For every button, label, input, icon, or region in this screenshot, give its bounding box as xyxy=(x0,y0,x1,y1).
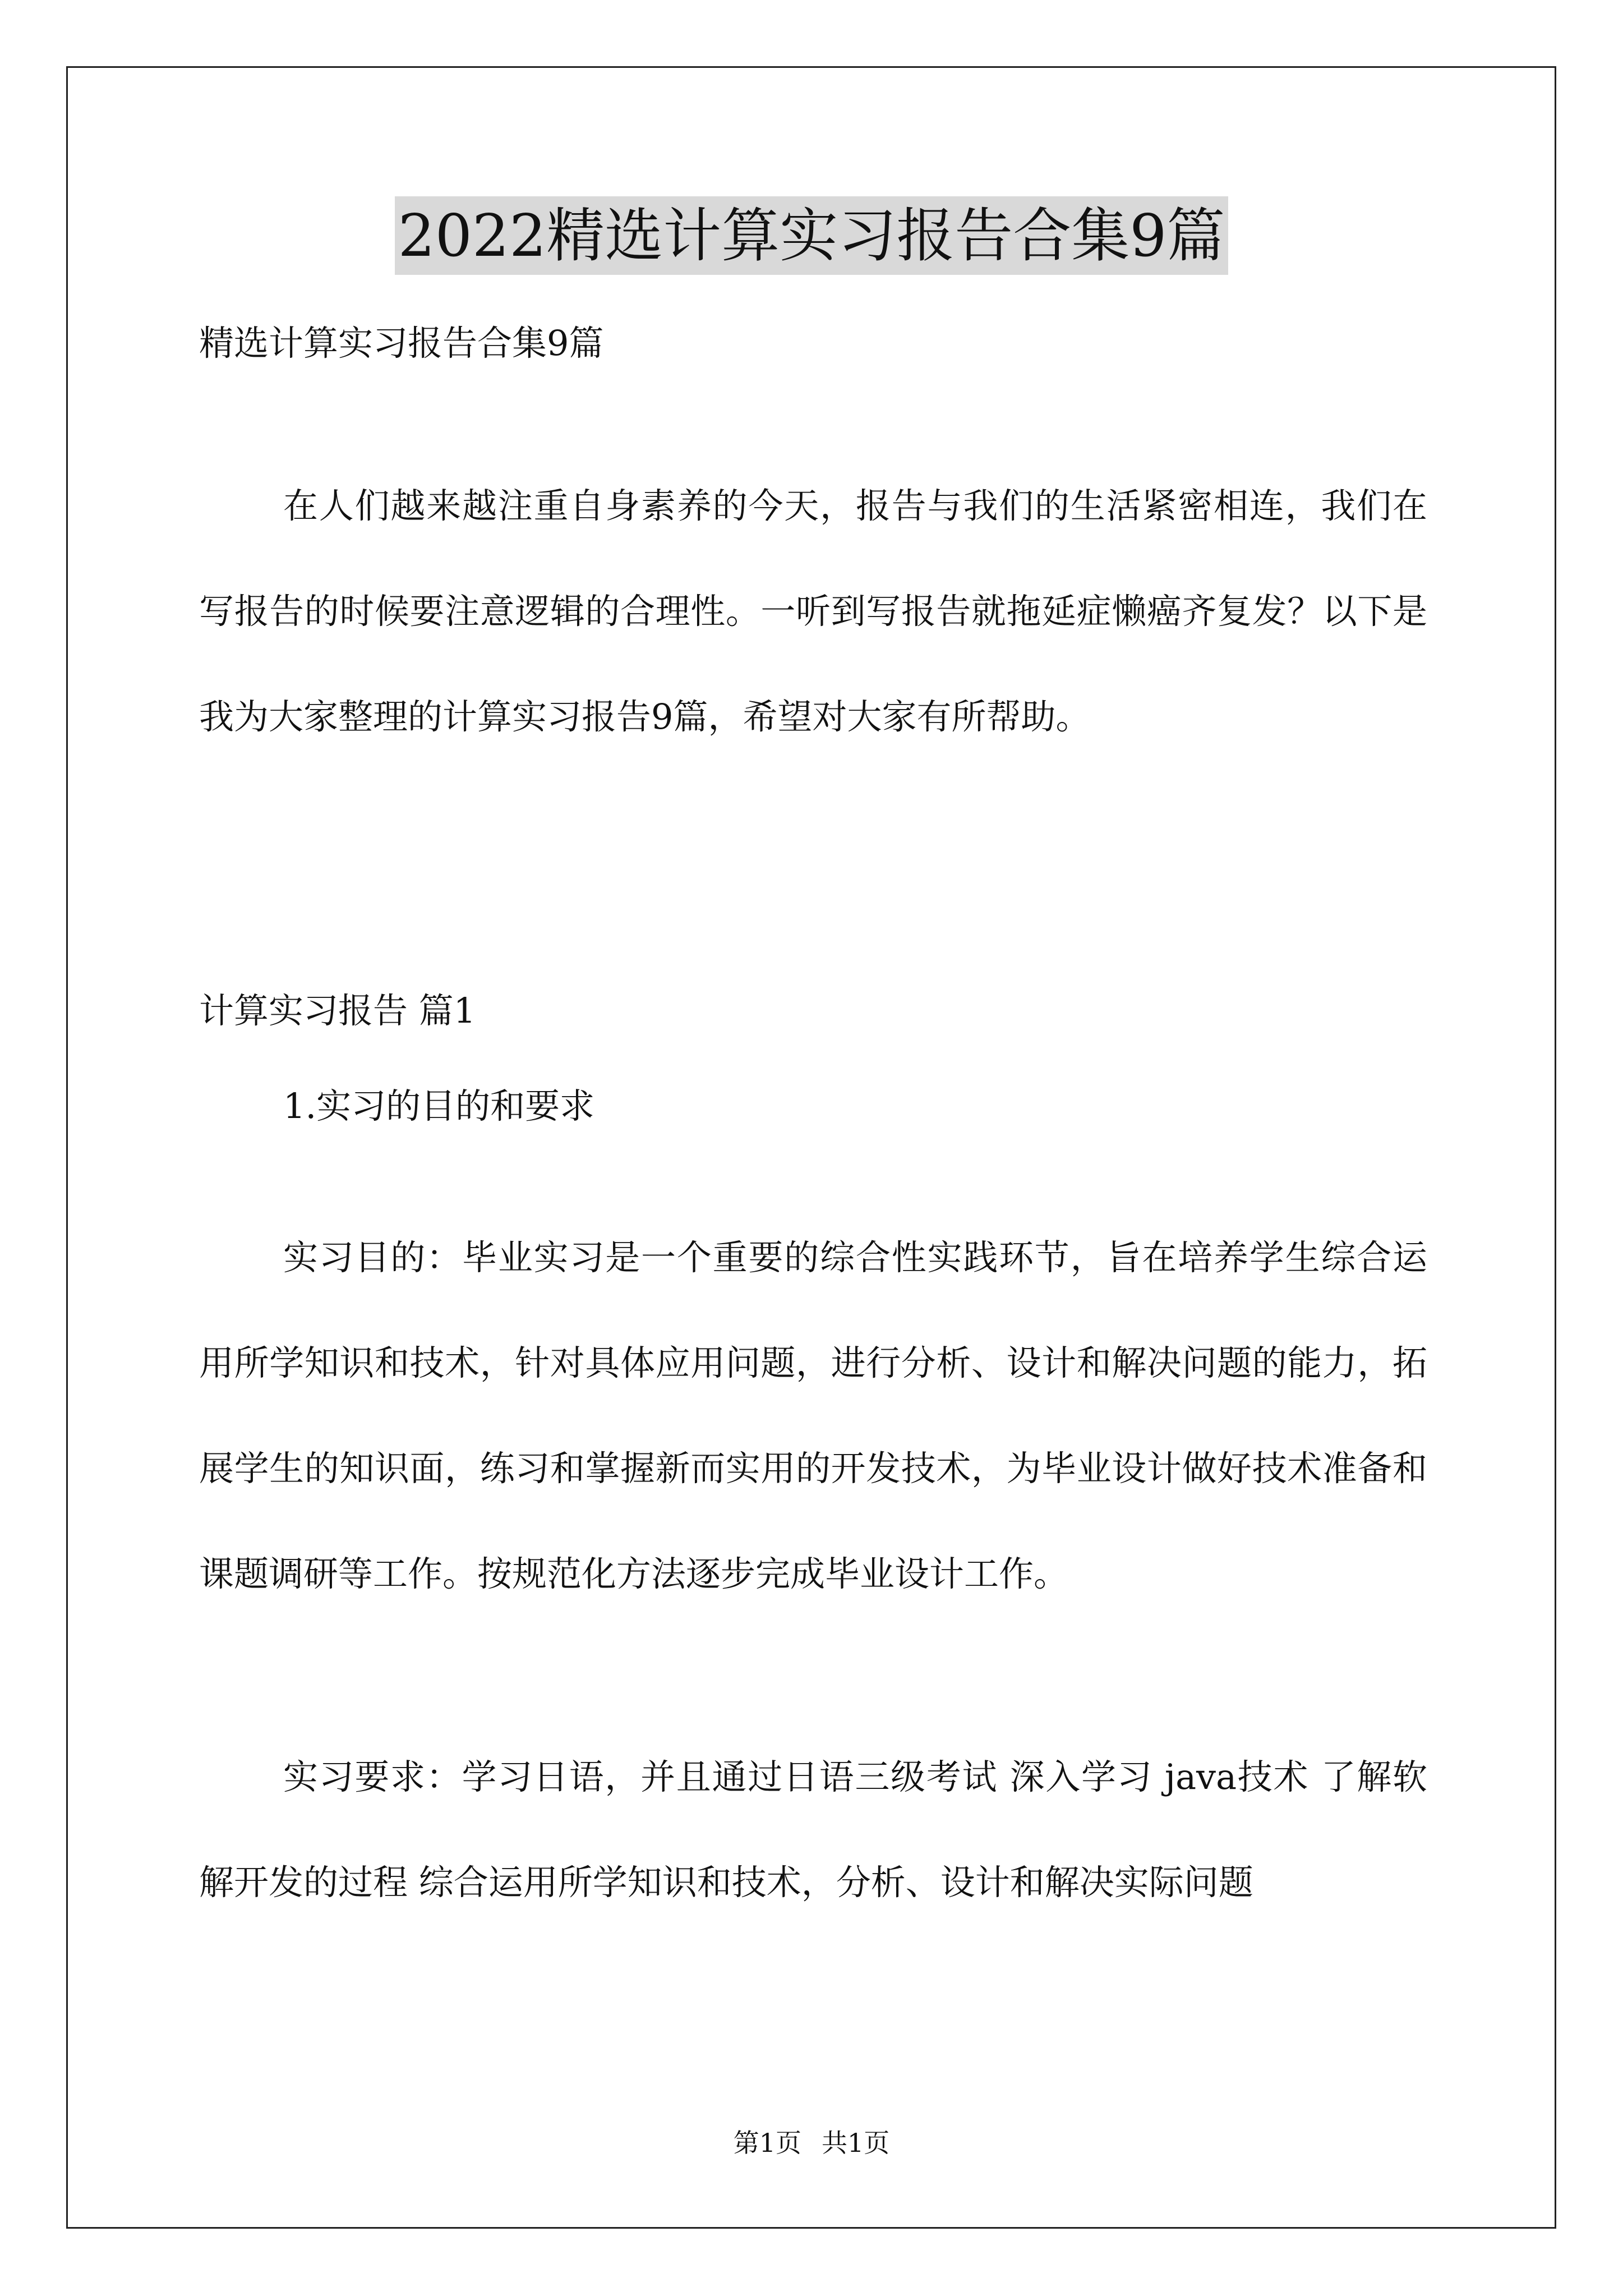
subtitle-text: 精选计算实习报告合集9篇 xyxy=(199,323,604,364)
requirements-paragraph xyxy=(199,1724,1427,1935)
item-heading-text: 1.实习的目的和要求 xyxy=(283,1085,595,1126)
purpose-paragraph xyxy=(199,1205,1427,1627)
item-heading xyxy=(199,1078,1427,1134)
subtitle xyxy=(199,315,1427,371)
section-heading-text: 计算实习报告 篇1 xyxy=(199,990,476,1031)
page-number: 第1页 xyxy=(733,2128,801,2158)
section-heading xyxy=(199,983,1427,1039)
requirements-text: 实习要求：学习日语，并且通过日语三级考试 深入学习 java技术 了解软解开发的过程 综合运用所学知识和技术，分析、设计和解决实际问题 xyxy=(199,1756,1427,1903)
purpose-text: 实习目的：毕业实习是一个重要的综合性实践环节，旨在培养学生综合运用所学知识和技术，针对具体应用问题，进行分析、设计和解决问题的能力，拓展学生的知识面，练习和掌握新而实用的开发技术，为毕业设计做好技术准备和课题调研等工作。按规范化方法逐步完成毕业设计工作。 xyxy=(199,1237,1427,1594)
document-title: 2022精选计算实习报告合集9篇 xyxy=(395,196,1229,275)
intro-paragraph xyxy=(199,453,1427,770)
page-footer xyxy=(0,2126,1623,2160)
title-container xyxy=(0,196,1623,275)
page-total: 共1页 xyxy=(822,2128,890,2158)
intro-text: 在人们越来越注重自身素养的今天，报告与我们的生活紧密相连，我们在写报告的时候要注意逻辑的合理性。一听到写报告就拖延症懒癌齐复发？以下是我为大家整理的计算实习报告9篇，希望对大家有所帮助。 xyxy=(199,485,1427,737)
